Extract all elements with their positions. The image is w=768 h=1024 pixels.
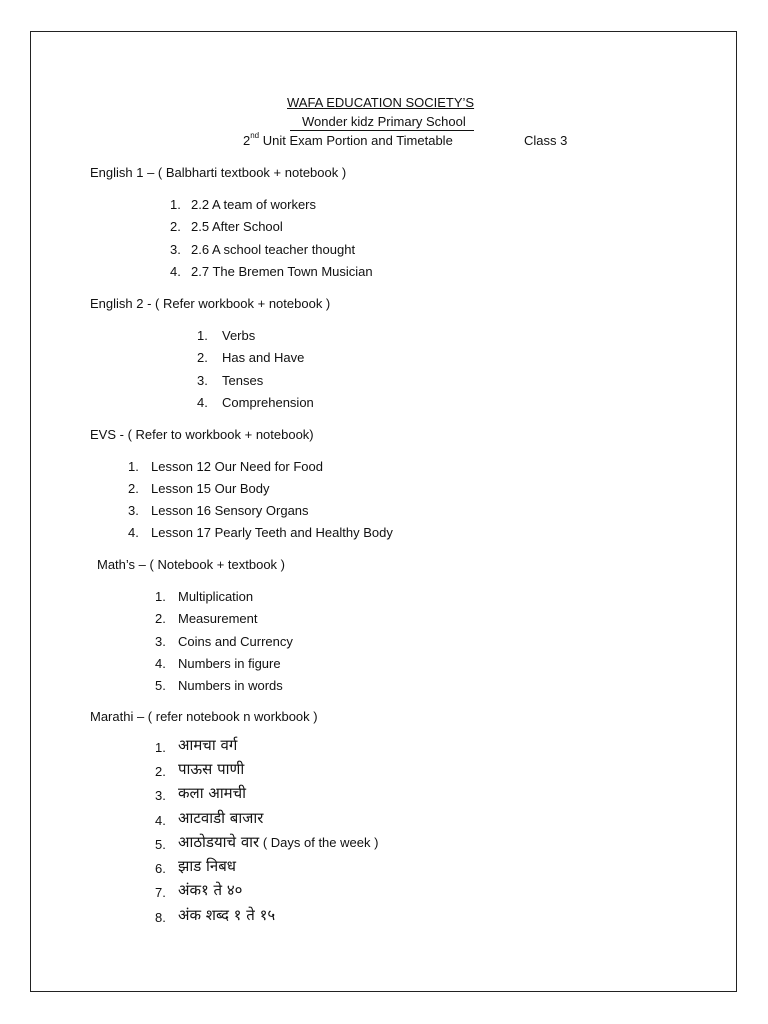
list-text: Lesson 12 Our Need for Food (151, 459, 323, 474)
list-item (155, 634, 293, 649)
list-number: 2. (128, 481, 139, 496)
marathi-line (178, 835, 378, 850)
list-item (155, 611, 258, 626)
list-text: Multiplication (178, 589, 254, 604)
list-text: 2.7 The Bremen Town Musician (191, 264, 373, 279)
list-number: 7. (155, 885, 166, 900)
exam-heading (243, 131, 453, 148)
list-text: 2.6 A school teacher thought (191, 242, 356, 257)
list-text: Measurement (178, 611, 258, 626)
list-text: Coins and Currency (178, 634, 293, 649)
list-number: 1. (155, 740, 166, 755)
list-item (155, 656, 281, 671)
class-label: Class 3 (524, 133, 568, 148)
list-item (155, 736, 238, 755)
list-text: 2.2 A team of workers (191, 197, 317, 212)
list-number: 3. (197, 373, 208, 388)
list-number: 3. (170, 242, 181, 257)
list-item (128, 459, 323, 474)
list-item (128, 503, 309, 518)
list-text: Numbers in figure (178, 656, 281, 671)
marathi-note: ( Days of the week ) (259, 835, 379, 850)
list-text: 2.5 After School (191, 219, 283, 234)
list-number: 4. (155, 813, 166, 828)
list-item (170, 197, 317, 212)
list-item (155, 906, 276, 925)
list-number: 6. (155, 861, 166, 876)
list-item (197, 328, 256, 343)
marathi-text: कला आमची (178, 784, 247, 802)
list-item (155, 833, 379, 852)
list-item (197, 350, 305, 365)
exam-number-suffix: nd (250, 131, 260, 140)
list-number: 2. (155, 611, 166, 626)
list-text: Lesson 16 Sensory Organs (151, 503, 309, 518)
list-number: 4. (170, 264, 181, 279)
exam-title: Unit Exam Portion and Timetable (262, 133, 453, 148)
list-item (155, 760, 245, 779)
section-title-marathi: Marathi – ( refer notebook n workbook ) (90, 709, 318, 724)
section-title-evs: EVS - ( Refer to workbook + notebook) (90, 427, 314, 442)
list-number: 3. (155, 634, 166, 649)
list-number: 1. (155, 589, 166, 604)
marathi-text: अंक शब्द १ ते १५ (178, 906, 276, 924)
list-text: Comprehension (222, 395, 314, 410)
list-item (155, 881, 243, 900)
section-title-english2: English 2 - ( Refer workbook + notebook ) (90, 296, 331, 311)
list-number: 8. (155, 910, 166, 925)
list-item (197, 395, 314, 410)
exam-number: 2 (243, 133, 251, 148)
list-number: 1. (170, 197, 181, 212)
section-title-maths: Math’s – ( Notebook + textbook ) (97, 557, 285, 572)
list-item (128, 481, 270, 496)
list-item (170, 264, 373, 279)
list-number: 3. (155, 788, 166, 803)
marathi-text: आटवाडी बाजार (178, 809, 264, 827)
list-number: 2. (197, 350, 208, 365)
list-text: Verbs (222, 328, 256, 343)
list-text: Lesson 15 Our Body (151, 481, 270, 496)
list-item (128, 525, 393, 540)
list-item (170, 242, 356, 257)
section-title-english1: English 1 – ( Balbharti textbook + notebook ) (90, 165, 347, 180)
school-name: Wonder kidz Primary School (302, 114, 466, 129)
list-number: 5. (155, 837, 166, 852)
list-number: 4. (128, 525, 139, 540)
list-number: 2. (170, 219, 181, 234)
list-text: Has and Have (222, 350, 305, 365)
list-item (155, 857, 237, 876)
list-item (155, 809, 264, 828)
list-item (155, 784, 247, 803)
list-item (170, 219, 283, 234)
list-item (197, 373, 264, 388)
marathi-text: आठोडयाचे वार (178, 833, 260, 851)
marathi-text: अंक१ ते ४० (178, 881, 243, 899)
list-item (155, 589, 254, 604)
marathi-text: झाड निबध (178, 857, 237, 875)
list-number: 1. (197, 328, 208, 343)
marathi-text: आमचा वर्ग (178, 736, 238, 754)
list-number: 4. (197, 395, 208, 410)
list-text: Tenses (222, 373, 264, 388)
list-number: 5. (155, 678, 166, 693)
list-number: 1. (128, 459, 139, 474)
list-number: 3. (128, 503, 139, 518)
list-number: 2. (155, 764, 166, 779)
list-text: Lesson 17 Pearly Teeth and Healthy Body (151, 525, 393, 540)
list-number: 4. (155, 656, 166, 671)
society-title: WAFA EDUCATION SOCIETY’S (287, 95, 475, 110)
list-item (155, 678, 283, 693)
list-text: Numbers in words (178, 678, 283, 693)
marathi-text: पाऊस पाणी (178, 760, 245, 778)
